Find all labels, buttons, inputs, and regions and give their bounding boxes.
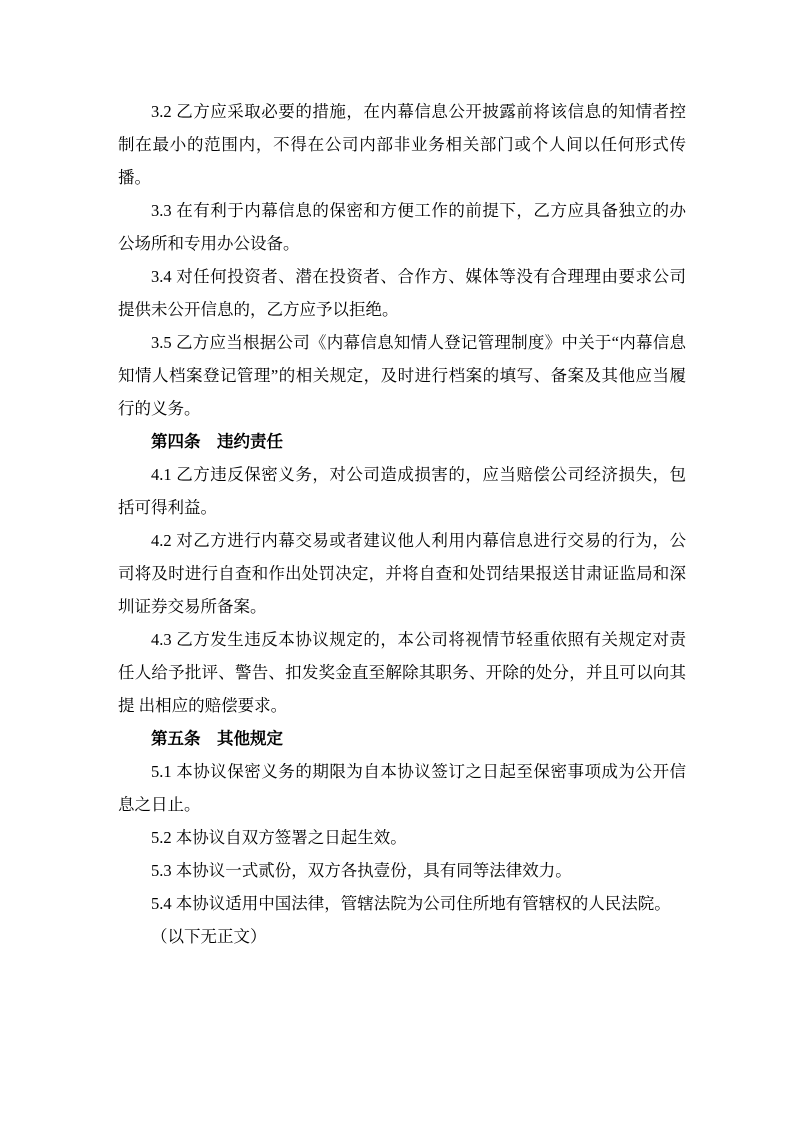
clause-5-4: 5.4 本协议适用中国法律，管辖法院为公司住所地有管辖权的人民法院。 xyxy=(151,894,671,913)
clause-5-3: 5.3 本协议一式贰份，双方各执壹份，具有同等法律效力。 xyxy=(151,861,572,880)
clause-5-2: 5.2 本协议自双方签署之日起生效。 xyxy=(151,828,407,847)
clause-5-1: 5.1 本协议保密义务的期限为自本协议签订之日起至保密事项成为公开信息之日止。 xyxy=(118,762,686,814)
clause-3-3: 3.3 在有利于内幕信息的保密和方便工作的前提下，乙方应具备独立的办公场所和专用办公设备。 xyxy=(118,201,686,253)
end-of-text-note: （以下无正文） xyxy=(151,927,267,946)
clause-3-5: 3.5 乙方应当根据公司《内幕信息知情人登记管理制度》中关于“内幕信息知情人档案登记管理”的相关规定，及时进行档案的填写、备案及其他应当履行的义务。 xyxy=(118,333,686,418)
heading-article-4: 第四条 违约责任 xyxy=(151,432,283,451)
clause-4-2: 4.2 对乙方进行内幕交易或者建议他人利用内幕信息进行交易的行为，公司将及时进行自查和作出处罚决定，并将自查和处罚结果报送甘肃证监局和深圳证券交易所备案。 xyxy=(118,531,686,616)
clause-4-3: 4.3 乙方发生违反本协议规定的，本公司将视情节轻重依照有关规定对责任人给予批评、警告、扣发奖金直至解除其职务、开除的处分，并且可以向其提 出相应的赔偿要求。 xyxy=(118,630,686,715)
clause-3-2: 3.2 乙方应采取必要的措施，在内幕信息公开披露前将该信息的知情者控制在最小的范围内，不得在公司内部非业务相关部门或个人间以任何形式传播。 xyxy=(118,102,686,187)
document-body xyxy=(118,95,686,953)
clause-3-4: 3.4 对任何投资者、潜在投资者、合作方、媒体等没有合理理由要求公司提供未公开信息的，乙方应予以拒绝。 xyxy=(118,267,686,319)
heading-article-5: 第五条 其他规定 xyxy=(151,729,283,748)
clause-4-1: 4.1 乙方违反保密义务，对公司造成损害的，应当赔偿公司经济损失，包括可得利益。 xyxy=(118,465,686,517)
